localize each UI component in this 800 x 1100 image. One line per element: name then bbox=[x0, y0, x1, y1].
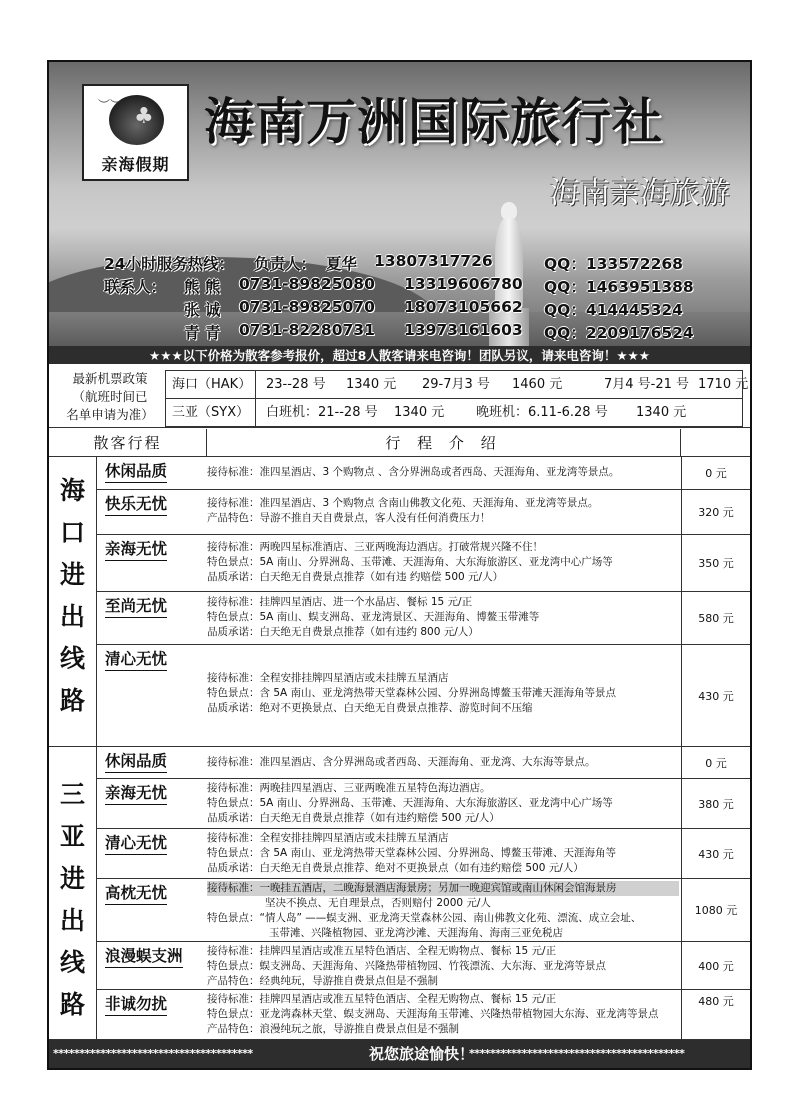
hotline-label: 24小时服务热线： bbox=[104, 255, 235, 273]
contact-qq: QQ：2209176524 bbox=[544, 324, 694, 342]
route-row: 清心无忧 接待标准：全程安排挂牌四星酒店或未挂牌五星酒店 特色景点：含 5A 南山、亚龙湾热带天堂森林公园、分界洲岛、博鳌玉带滩、天涯海角等 品质承诺：白天绝无自费景点推荐、绝对不更换景点（如有违约赔偿 500 元/人） 430 元 bbox=[97, 829, 750, 879]
logo-text: 亲海假期 bbox=[101, 155, 170, 174]
header-route: 散客行程 bbox=[49, 429, 207, 457]
logo bbox=[82, 84, 189, 181]
route-price: 400 元 bbox=[681, 942, 750, 989]
route-price: 430 元 bbox=[681, 829, 750, 878]
footer-message: 祝您旅途愉快！ bbox=[369, 1045, 475, 1063]
route-price: 580 元 bbox=[681, 592, 750, 644]
contact-name: 张 诚 bbox=[184, 301, 221, 319]
contact-qq: QQ：414445324 bbox=[544, 301, 683, 319]
header-banner bbox=[49, 62, 750, 364]
route-price: 0 元 bbox=[681, 747, 750, 778]
route-price: 480 元 bbox=[681, 990, 750, 1039]
contact-mobile: 18073105662 bbox=[404, 298, 523, 316]
route-row: 非诚勿扰 接待标准：挂牌四星酒店或准五星特色酒店、全程无购物点、餐标 15 元/正 特色景点：亚龙湾森林天堂、蜈支洲岛、天涯海角玉带滩、兴隆热带植物园大东海、亚龙湾等景点 产品特色：浪漫纯玩之旅，导游推自费景点但是不强制 480 元 bbox=[97, 990, 750, 1040]
manager-label: 负责人： bbox=[254, 255, 317, 273]
route-row: 亲海无忧 接待标准：两晚挂四星酒店、三亚两晚准五星特色海边酒店。 特色景点：5A 南山、分界洲岛、玉带滩、天涯海角、大东海旅游区、亚龙湾中心广场等 品质承诺：白天绝无自费景点推荐（如有违约赔偿 500 元/人） 380 元 bbox=[97, 779, 750, 829]
route-row: 休闲品质 接待标准：准四星酒店、含分界洲岛或者西岛、天涯海角、亚龙湾、大东海等景点。 0 元 bbox=[97, 747, 750, 779]
route-price: 430 元 bbox=[681, 645, 750, 746]
route-row: 高枕无忧 接待标准：一晚挂五酒店，二晚海景酒店海景房；另加一晚迎宾馆或南山休闲会馆海景房 坚决不换点、无自理景点，否则赔付 2000 元/人 特色景点：“情人岛” ——蜈支洲、亚龙湾天堂森林公园、南山佛教文化苑、漂流、成立会址、 玉带滩、兴隆植物园、亚龙湾沙滩、天涯海角、海南三亚免税店 1080 元 bbox=[97, 879, 750, 942]
contact-qq: QQ：1463951388 bbox=[544, 278, 694, 296]
table-header bbox=[49, 429, 750, 457]
agency-subtitle: 海南亲海旅游 bbox=[550, 176, 730, 211]
route-price: 1080 元 bbox=[681, 879, 750, 941]
contact-tel: 0731-82280731 bbox=[239, 321, 375, 339]
route-row: 至尚无忧 接待标准：挂牌四星酒店、进一个水晶店、餐标 15 元/正 特色景点：5A 南山、蜈支洲岛、亚龙湾景区、天涯海角、博鳌玉带滩等 品质承诺：白天绝无自费景点推荐（如有违约 800 元/人） 580 元 bbox=[97, 592, 750, 645]
port-sanya: 三亚（SYX） bbox=[166, 399, 256, 427]
footer-bar bbox=[49, 1040, 750, 1068]
route-price: 320 元 bbox=[681, 490, 750, 534]
region-sanya: 三 亚 进 出 线 路 bbox=[49, 747, 97, 1040]
contact-tel: 0731-89825070 bbox=[239, 298, 375, 316]
policy-row-sanya: 三亚（SYX） 白班机：21--28 号 1340 元 晚班机：6.11-6.28 号 1340 元 bbox=[166, 399, 742, 427]
route-row: 休闲品质 接待标准：准四星酒店、3 个购物点 、含分界洲岛或者西岛、天涯海角、亚龙湾等景点。 0 元 bbox=[97, 457, 750, 490]
poster-frame bbox=[47, 60, 752, 1070]
contact-tel: 0731-89825080 bbox=[239, 275, 375, 293]
contact-mobile: 13973161603 bbox=[404, 321, 523, 339]
palm-tree-icon: ♣ bbox=[134, 104, 154, 129]
manager-name: 夏华 bbox=[326, 255, 358, 273]
route-row: 清心无忧 接待标准：全程安排挂牌四星酒店或未挂牌五星酒店 特色景点：含 5A 南山、亚龙湾热带天堂森林公园、分界洲岛博鳌玉带滩天涯海角等景点 品质承诺：绝对不更换景点、白天绝无自费景点推荐、游览时间不压缩 430 元 bbox=[97, 645, 750, 747]
region-haikou: 海 口 进 出 线 路 bbox=[49, 457, 97, 747]
route-row: 亲海无忧 接待标准：两晚四星标准酒店、三亚两晚海边酒店。打破常规兴隆不住！ 特色景点：5A 南山、分界洲岛、玉带滩、天涯海角、大东海旅游区、亚龙湾中心广场等 品质承诺：白天绝无自费景点推荐（如有违 约赔偿 500 元/人） 350 元 bbox=[97, 535, 750, 592]
header-detail: 行 程 介 绍 bbox=[207, 429, 681, 457]
footer-stars: ***************************************** bbox=[469, 1047, 685, 1060]
agency-title: 海南万洲国际旅行社 bbox=[204, 93, 663, 151]
policy-table bbox=[165, 370, 749, 427]
policy-row-haikou: 海口（HAK） 23--28 号 1340 元 29-7月3 号 1460 元 7月4 号-21 号 1710 元 bbox=[166, 371, 742, 399]
route-price: 0 元 bbox=[681, 457, 750, 489]
manager-qq: QQ：133572268 bbox=[544, 255, 683, 273]
route-price: 380 元 bbox=[681, 779, 750, 828]
port-haikou: 海口（HAK） bbox=[166, 371, 256, 399]
policy-label: 最新机票政策 （航班时间已 名单申请为准） bbox=[66, 371, 154, 422]
route-price: 350 元 bbox=[681, 535, 750, 591]
contact-label: 联系人： bbox=[104, 278, 167, 296]
contact-mobile: 13319606780 bbox=[404, 275, 523, 293]
route-row: 浪漫蜈支洲 接待标准：挂牌四星酒店或准五星特色酒店、全程无购物点、餐标 15 元/正 特色景点：蜈支洲岛、天涯海角、兴隆热带植物园、竹筏漂流、大东海、亚龙湾等景点 产品特色：经典纯玩，导游推自费景点但是不强制 400 元 bbox=[97, 942, 750, 990]
notice-bar: ★★★以下价格为散客参考报价，超过8人散客请来电咨询！团队另议，请来电咨询！★★★ bbox=[49, 346, 750, 364]
contact-name: 熊 熊 bbox=[184, 278, 221, 296]
bird-icon: ︶︶ bbox=[98, 98, 123, 112]
contact-name: 青 青 bbox=[184, 324, 221, 342]
route-row: 快乐无忧 接待标准：准四星酒店、3 个购物点 含南山佛教文化苑、天涯海角、亚龙湾等景点。 产品特色：导游不推自天自费景点，客人没有任何消费压力！ 320 元 bbox=[97, 490, 750, 535]
footer-stars: ************************************** bbox=[53, 1047, 253, 1060]
manager-phone: 13807317726 bbox=[374, 252, 493, 270]
flight-policy bbox=[49, 368, 750, 428]
